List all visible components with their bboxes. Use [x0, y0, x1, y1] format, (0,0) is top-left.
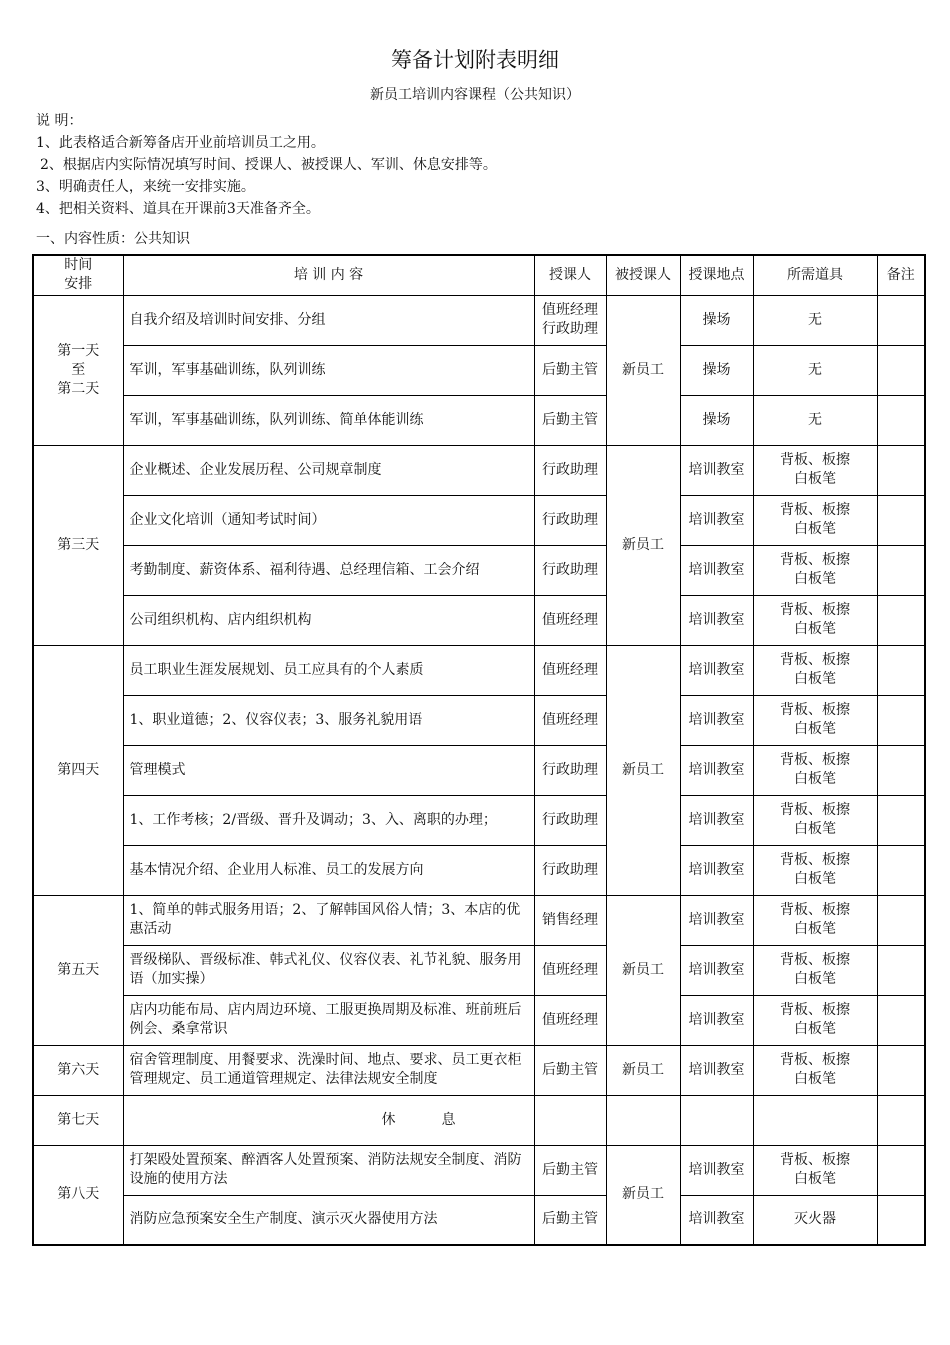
remarks-cell	[877, 395, 925, 445]
tools-cell: 背板、板擦 白板笔	[753, 995, 877, 1045]
location-cell: 培训教室	[680, 695, 753, 745]
day-label: 第三天	[33, 445, 123, 645]
location-cell: 培训教室	[680, 495, 753, 545]
table-row	[33, 995, 925, 1045]
content-cell: 晋级梯队、晋级标准、韩式礼仪、仪容仪表、礼节礼貌、服务用语（加实操）	[123, 945, 534, 995]
remarks-cell	[877, 595, 925, 645]
day-label: 第八天	[33, 1145, 123, 1245]
teacher-cell: 后勤主管	[534, 1195, 606, 1245]
location-cell: 培训教室	[680, 1195, 753, 1245]
content-cell: 1、简单的韩式服务用语；2、了解韩国风俗人情；3、本店的优惠活动	[123, 895, 534, 945]
content-cell: 1、职业道德；2、仪容仪表；3、服务礼貌用语	[123, 695, 534, 745]
location-cell: 培训教室	[680, 945, 753, 995]
tools-cell: 无	[753, 395, 877, 445]
content-cell: 军训，军事基础训练，队列训练	[123, 345, 534, 395]
trainee-cell	[606, 1095, 680, 1145]
content-cell: 军训，军事基础训练，队列训练、简单体能训练	[123, 395, 534, 445]
header-trainee: 被授课人	[606, 255, 680, 295]
location-cell	[680, 1095, 753, 1145]
table-row	[33, 445, 925, 495]
remarks-cell	[877, 1095, 925, 1145]
table-row	[33, 545, 925, 595]
day-label: 第一天 至 第二天	[33, 295, 123, 445]
content-cell: 基本情况介绍、企业用人标准、员工的发展方向	[123, 845, 534, 895]
table-row	[33, 1195, 925, 1245]
teacher-cell: 值班经理	[534, 595, 606, 645]
teacher-cell: 值班经理 行政助理	[534, 295, 606, 345]
rest-char: 息	[441, 1111, 456, 1128]
table-row	[33, 595, 925, 645]
content-cell: 宿舍管理制度、用餐要求、洗澡时间、地点、要求、员工更衣柜管理规定、员工通道管理规定、法律法规安全制度	[123, 1045, 534, 1095]
location-cell: 培训教室	[680, 995, 753, 1045]
trainee-cell: 新员工	[606, 445, 680, 645]
remarks-cell	[877, 495, 925, 545]
remarks-cell	[877, 745, 925, 795]
remarks-cell	[877, 995, 925, 1045]
table-row	[33, 645, 925, 695]
day-label: 第五天	[33, 895, 123, 1045]
table-row	[33, 1095, 925, 1145]
tools-cell: 背板、板擦 白板笔	[753, 645, 877, 695]
header-location: 授课地点	[680, 255, 753, 295]
notes-block	[36, 110, 497, 220]
table-header-row	[33, 255, 925, 295]
remarks-cell	[877, 445, 925, 495]
trainee-cell: 新员工	[606, 1045, 680, 1095]
teacher-cell: 值班经理	[534, 645, 606, 695]
table-row	[33, 895, 925, 945]
location-cell: 培训教室	[680, 1145, 753, 1195]
tools-cell: 无	[753, 295, 877, 345]
content-cell: 管理模式	[123, 745, 534, 795]
remarks-cell	[877, 295, 925, 345]
location-cell: 操场	[680, 345, 753, 395]
table-row	[33, 945, 925, 995]
tools-cell: 背板、板擦 白板笔	[753, 945, 877, 995]
location-cell: 培训教室	[680, 595, 753, 645]
teacher-cell: 销售经理	[534, 895, 606, 945]
remarks-cell	[877, 1045, 925, 1095]
header-teacher: 授课人	[534, 255, 606, 295]
trainee-cell: 新员工	[606, 645, 680, 895]
teacher-cell: 后勤主管	[534, 345, 606, 395]
remarks-cell	[877, 945, 925, 995]
tools-cell: 背板、板擦 白板笔	[753, 895, 877, 945]
training-schedule-table	[32, 254, 926, 1246]
teacher-cell: 行政助理	[534, 845, 606, 895]
tools-cell: 灭火器	[753, 1195, 877, 1245]
trainee-cell: 新员工	[606, 895, 680, 1045]
table-row	[33, 745, 925, 795]
teacher-cell: 值班经理	[534, 695, 606, 745]
location-cell: 培训教室	[680, 895, 753, 945]
location-cell: 培训教室	[680, 845, 753, 895]
tools-cell: 背板、板擦 白板笔	[753, 1045, 877, 1095]
content-cell: 打架殴处置预案、醉酒客人处置预案、消防法规安全制度、消防设施的使用方法	[123, 1145, 534, 1195]
tools-cell: 背板、板擦 白板笔	[753, 695, 877, 745]
tools-cell: 背板、板擦 白板笔	[753, 1145, 877, 1195]
rest-cell	[123, 1095, 534, 1145]
note-heading: 说 明：	[36, 113, 83, 129]
teacher-cell: 后勤主管	[534, 1045, 606, 1095]
teacher-cell: 后勤主管	[534, 1145, 606, 1195]
remarks-cell	[877, 545, 925, 595]
note-item: 2、根据店内实际情况填写时间、授课人、被授课人、军训、休息安排等。	[40, 157, 497, 173]
tools-cell	[753, 1095, 877, 1145]
note-item: 1、此表格适合新筹备店开业前培训员工之用。	[36, 135, 325, 151]
remarks-cell	[877, 795, 925, 845]
header-time: 时间 安排	[33, 255, 123, 295]
tools-cell: 无	[753, 345, 877, 395]
page-title: 筹备计划附表明细	[391, 48, 559, 72]
location-cell: 培训教室	[680, 795, 753, 845]
remarks-cell	[877, 695, 925, 745]
location-cell: 培训教室	[680, 545, 753, 595]
content-cell: 店内功能布局、店内周边环境、工服更换周期及标准、班前班后例会、桑拿常识	[123, 995, 534, 1045]
teacher-cell: 行政助理	[534, 495, 606, 545]
location-cell: 培训教室	[680, 445, 753, 495]
content-cell: 消防应急预案安全生产制度、演示灭火器使用方法	[123, 1195, 534, 1245]
content-cell: 企业概述、企业发展历程、公司规章制度	[123, 445, 534, 495]
content-cell: 公司组织机构、店内组织机构	[123, 595, 534, 645]
trainee-cell: 新员工	[606, 1145, 680, 1245]
tools-cell: 背板、板擦 白板笔	[753, 495, 877, 545]
header-content: 培 训 内 容	[123, 255, 534, 295]
table-row	[33, 395, 925, 445]
content-cell: 员工职业生涯发展规划、员工应具有的个人素质	[123, 645, 534, 695]
table-row	[33, 1145, 925, 1195]
table-row	[33, 695, 925, 745]
remarks-cell	[877, 345, 925, 395]
table-row	[33, 295, 925, 345]
teacher-cell: 行政助理	[534, 745, 606, 795]
day-label: 第七天	[33, 1095, 123, 1145]
header-remarks: 备注	[877, 255, 925, 295]
content-cell: 考勤制度、薪资体系、福利待遇、总经理信箱、工会介绍	[123, 545, 534, 595]
table-row	[33, 795, 925, 845]
teacher-cell	[534, 1095, 606, 1145]
remarks-cell	[877, 645, 925, 695]
content-cell: 企业文化培训（通知考试时间）	[123, 495, 534, 545]
table-row	[33, 845, 925, 895]
content-cell: 1、工作考核；2/晋级、晋升及调动；3、入、离职的办理；	[123, 795, 534, 845]
teacher-cell: 行政助理	[534, 545, 606, 595]
table-row	[33, 495, 925, 545]
location-cell: 操场	[680, 395, 753, 445]
tools-cell: 背板、板擦 白板笔	[753, 745, 877, 795]
teacher-cell: 后勤主管	[534, 395, 606, 445]
tools-cell: 背板、板擦 白板笔	[753, 795, 877, 845]
note-item: 3、明确责任人，来统一安排实施。	[36, 179, 255, 195]
note-item: 4、把相关资料、道具在开课前3天准备齐全。	[36, 201, 320, 217]
teacher-cell: 值班经理	[534, 945, 606, 995]
table-row	[33, 1045, 925, 1095]
section-heading: 一、内容性质：公共知识	[36, 231, 190, 247]
content-cell: 自我介绍及培训时间安排、分组	[123, 295, 534, 345]
location-cell: 培训教室	[680, 645, 753, 695]
teacher-cell: 行政助理	[534, 445, 606, 495]
table-row	[33, 345, 925, 395]
location-cell: 培训教室	[680, 1045, 753, 1095]
teacher-cell: 值班经理	[534, 995, 606, 1045]
remarks-cell	[877, 1145, 925, 1195]
remarks-cell	[877, 845, 925, 895]
page-subtitle: 新员工培训内容课程（公共知识）	[370, 87, 580, 103]
day-label: 第四天	[33, 645, 123, 895]
tools-cell: 背板、板擦 白板笔	[753, 595, 877, 645]
location-cell: 操场	[680, 295, 753, 345]
remarks-cell	[877, 895, 925, 945]
day-label: 第六天	[33, 1045, 123, 1095]
trainee-cell: 新员工	[606, 295, 680, 445]
tools-cell: 背板、板擦 白板笔	[753, 845, 877, 895]
remarks-cell	[877, 1195, 925, 1245]
location-cell: 培训教室	[680, 745, 753, 795]
tools-cell: 背板、板擦 白板笔	[753, 445, 877, 495]
tools-cell: 背板、板擦 白板笔	[753, 545, 877, 595]
table-body	[33, 295, 925, 1245]
teacher-cell: 行政助理	[534, 795, 606, 845]
header-tools: 所需道具	[753, 255, 877, 295]
rest-char: 休	[381, 1111, 396, 1128]
